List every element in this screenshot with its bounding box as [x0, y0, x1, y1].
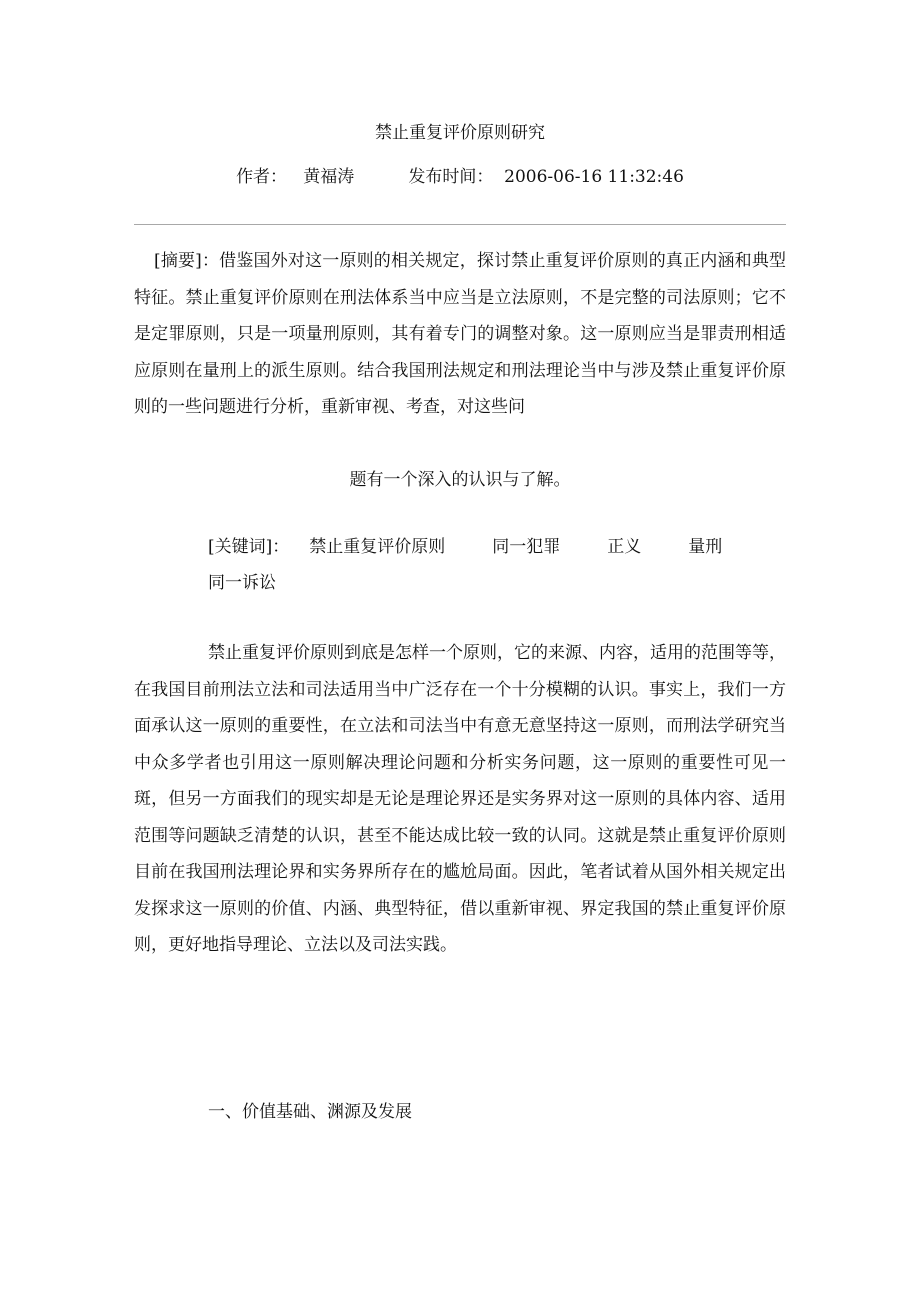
keyword-item: 量刑	[688, 537, 723, 557]
date-label: 发布时间：	[408, 167, 494, 187]
body-paragraph: 禁止重复评价原则到底是怎样一个原则，它的来源、内容，适用的范围等等，在我国目前刑法立法和司法适用当中广泛存在一个十分模糊的认识。事实上，我们一方面承认这一原则的重要性，在立法和司法当中有意无意坚持这一原则，而刑法学研究当中众多学者也引用这一原则解决理论问题和分析实务问题，这一原则的重要性可见一斑，但另一方面我们的现实却是无论是理论界还是实务界对这一原则的具体内容、适用范围等问题缺乏清楚的认识，甚至不能达成比较一致的认同。这就是禁止重复评价原则目前在我国刑法理论界和实务界所存在的尴尬局面。因此，笔者试着从国外相关规定出发探求这一原则的价值、内涵、典型特征，借以重新审视、界定我国的禁止重复评价原则，更好地指导理论、立法以及司法实践。	[134, 643, 786, 955]
keywords-row	[208, 529, 769, 565]
author-label: 作者：	[236, 167, 288, 187]
document-title: 禁止重复评价原则研究	[375, 123, 545, 143]
publish-date: 2006-06-16 11:32:46	[504, 167, 684, 187]
keywords-row	[208, 565, 769, 601]
keywords-label: [关键词]：	[208, 537, 290, 557]
keyword-item: 正义	[607, 537, 642, 557]
keyword-item: 禁止重复评价原则	[309, 537, 446, 557]
section-heading: 一、价值基础、渊源及发展	[208, 1102, 412, 1122]
keywords-block	[208, 529, 769, 601]
author-name: 黄福涛	[303, 167, 355, 187]
keyword-item: 同一诉讼	[208, 573, 276, 593]
abstract-last-line: 题有一个深入的认识与了解。	[349, 470, 571, 490]
keyword-item: 同一犯罪	[492, 537, 561, 557]
document-meta	[0, 164, 920, 190]
header-divider	[134, 224, 786, 225]
abstract-paragraph: [摘要]：借鉴国外对这一原则的相关规定，探讨禁止重复评价原则的真正内涵和典型特征。禁止重复评价原则在刑法体系当中应当是立法原则，不是完整的司法原则；它不是定罪原则，只是一项量刑原则，其有着专门的调整对象。这一原则应当是罪责刑相适应原则在量刑上的派生原则。结合我国刑法规定和刑法理论当中与涉及禁止重复评价原则的一些问题进行分析，重新审视、考查，对这些问	[134, 251, 786, 417]
